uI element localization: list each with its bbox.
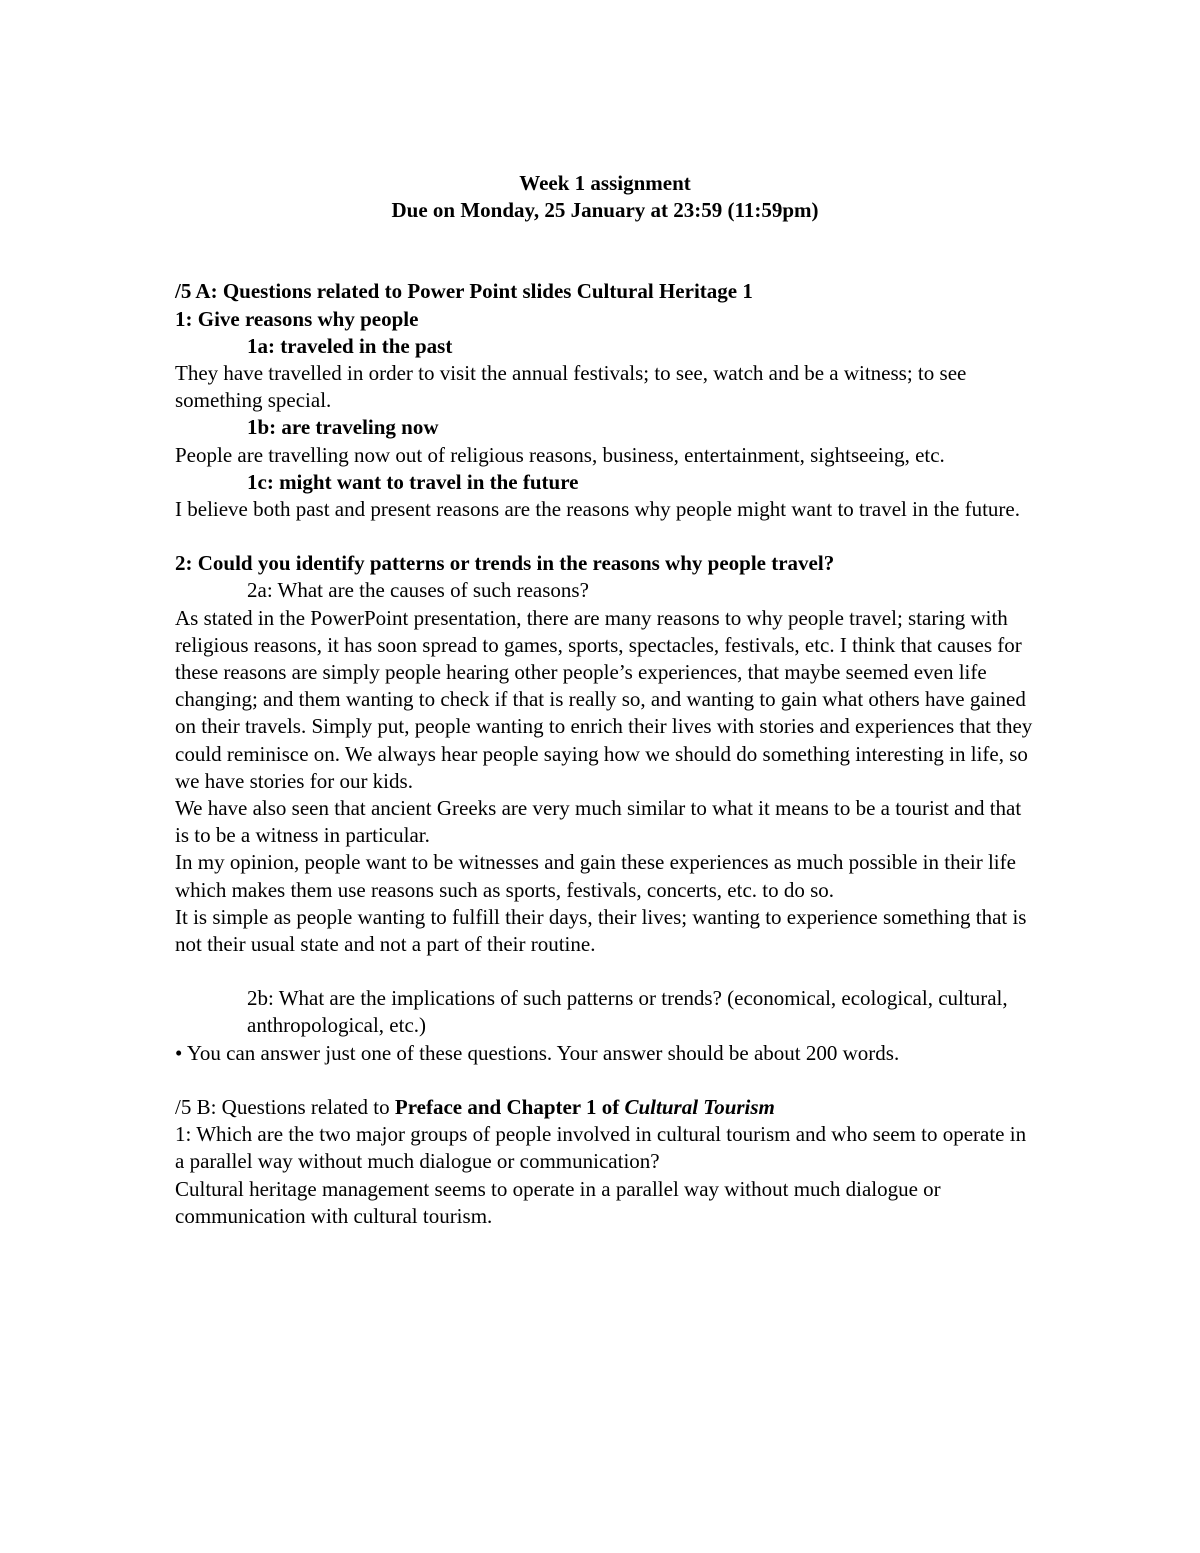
question-1c: 1c: might want to travel in the future xyxy=(247,469,579,494)
document-title: Week 1 assignment xyxy=(519,171,691,195)
spacer xyxy=(175,958,1035,985)
section-b-book-title: Cultural Tourism xyxy=(624,1094,775,1119)
section-b-question-1: 1: Which are the two major groups of people involved in cultural tourism and who seem to operate in a parallel way without much dialogue or communication? xyxy=(175,1122,1027,1174)
section-b-heading-prefix: /5 B: Questions related to xyxy=(175,1094,395,1119)
answer-2a-paragraph: It is simple as people wanting to fulfill their days, their lives; wanting to experience something that is not their usual state and not a part of their routine. xyxy=(175,904,1027,957)
answer-1a: They have travelled in order to visit the annual festivals; to see, watch and be a witness; to see something special. xyxy=(175,361,967,413)
document-page xyxy=(175,170,1035,1230)
question-2: 2: Could you identify patterns or trends in the reasons why people travel? xyxy=(175,551,835,576)
answer-2a-paragraph: As stated in the PowerPoint presentation, there are many reasons to why people travel; staring with religious reasons, it has soon spread to games, sports, spectacles, festivals, etc. I think that causes for these reasons are simply people hearing other people’s experiences, that maybe seemed even life changing; and them wanting to check if that is really so, and wanting to gain what others have gained on their travels. Simply put, people wanting to enrich their lives with stories and experiences that they could reminisce on. We always hear people saying how we should do something interesting in life, so we have stories for our kids. xyxy=(175,605,1033,793)
spacer xyxy=(175,251,1035,278)
spacer xyxy=(175,1067,1035,1094)
section-b-answer-1: Cultural heritage management seems to operate in a parallel way without much dialogue or communication with cultural tourism. xyxy=(175,1176,941,1228)
answer-2a-paragraph: In my opinion, people want to be witnesses and gain these experiences as much possible in their life which makes them use reasons such as sports, festivals, concerts, etc. to do so. xyxy=(175,850,1016,902)
due-date: Due on Monday, 25 January at 23:59 (11:59pm) xyxy=(391,198,819,223)
answer-2a-paragraph: We have also seen that ancient Greeks are very much similar to what it means to be a tourist and that is to be a witness in particular. xyxy=(175,796,1022,848)
spacer xyxy=(175,523,1035,550)
answer-1b: People are travelling now out of religious reasons, business, entertainment, sightseeing, etc. xyxy=(175,442,945,467)
question-2b: 2b: What are the implications of such patterns or trends? (economical, ecological, cultural, anthropological, etc.) xyxy=(247,986,1008,1038)
question-1b: 1b: are traveling now xyxy=(247,415,439,440)
section-a-heading: /5 A: Questions related to Power Point slides Cultural Heritage 1 xyxy=(175,279,753,304)
section-b-heading xyxy=(175,1094,1035,1121)
question-1: 1: Give reasons why people xyxy=(175,306,419,331)
question-1a: 1a: traveled in the past xyxy=(247,333,453,358)
answer-1c: I believe both past and present reasons are the reasons why people might want to travel in the future. xyxy=(175,497,1020,522)
question-2a: 2a: What are the causes of such reasons? xyxy=(247,578,589,603)
section-b-heading-bold: Preface and Chapter 1 of xyxy=(394,1094,625,1119)
instruction-note: • You can answer just one of these questions. Your answer should be about 200 words. xyxy=(175,1040,900,1065)
spacer xyxy=(175,224,1035,251)
